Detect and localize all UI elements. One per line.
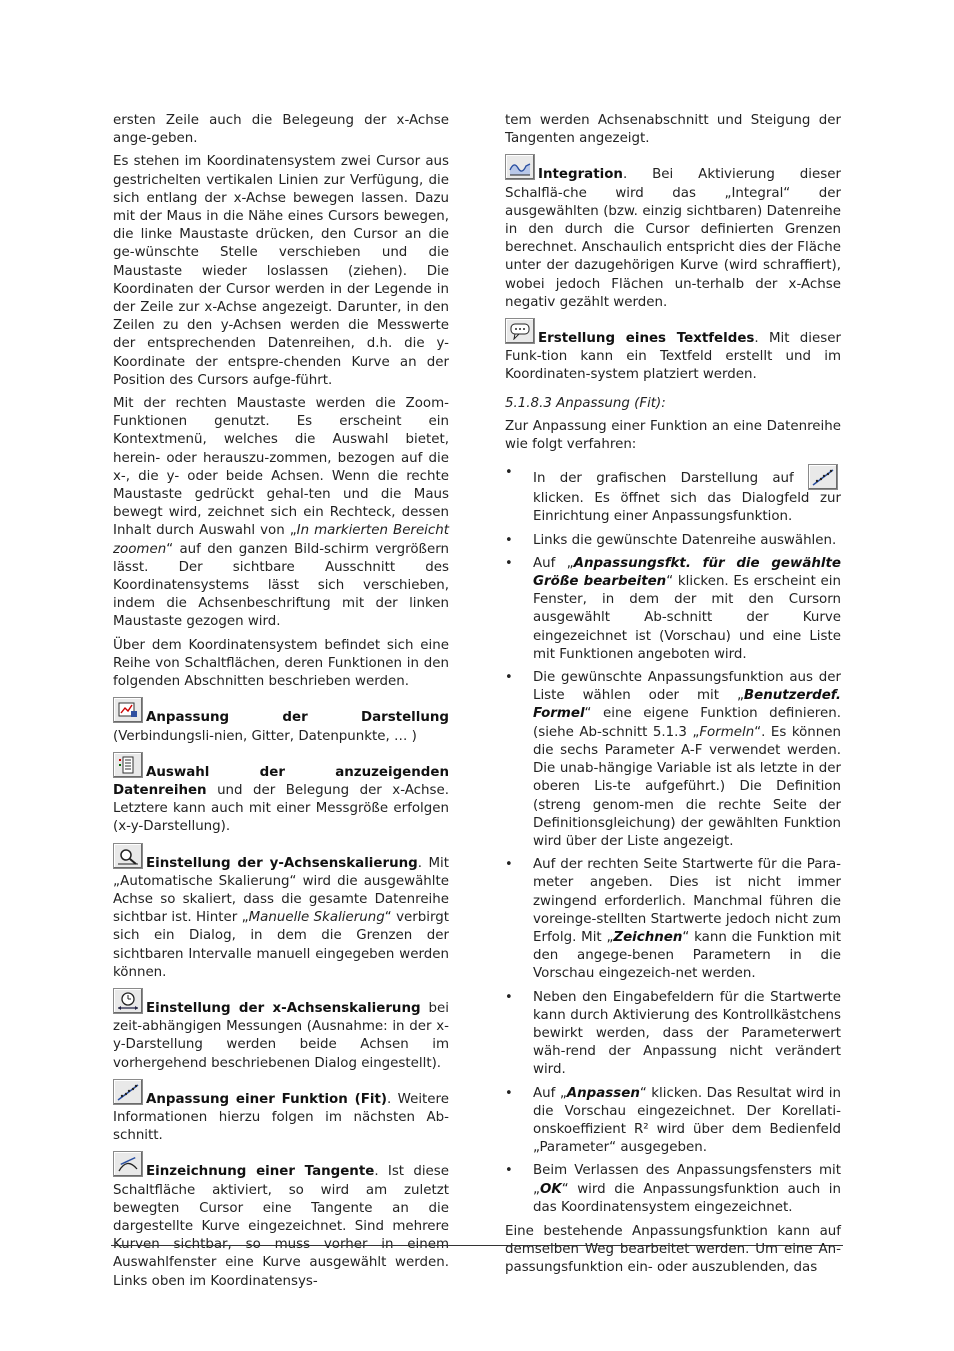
paragraph-x-axis-scaling: Einstellung der x-Achsenskalierung bei zeit-abhängigen Messungen (Ausnahme: in der x-y-Darstellung werden beide Achsen im vorhergehend beschriebenen Dialog eingestellt). bbox=[113, 988, 449, 1073]
paragraph-display-settings: Anpassung der Darstellung (Verbindungsli-nien, Gitter, Datenpunkte, … ) bbox=[113, 697, 449, 745]
tangent-icon bbox=[113, 1151, 143, 1177]
paragraph-series-selection: Auswahl der anzuzeigenden Datenreihen und der Belegung der x-Achse. Letztere kann auch mit einer Messgröße erfolgen (x-y-Darstellung). bbox=[113, 752, 449, 837]
list-item: • In der grafischen Darstellung auf klicken. Es öffnet sich das Dialogfeld zur Einrichtung einer Anpassungsfunktion. bbox=[505, 464, 841, 526]
list-item: • Neben den Eingabefeldern für die Startwerte kann durch Aktivierung des Kontrollkästchens bewirkt werden, dass der Parameterwert wäh-rend der Anpassung nicht verändert wird. bbox=[505, 989, 841, 1080]
paragraph-integration: Integration. Bei Aktivierung dieser Schalflä-che wird das „Integral“ der ausgewählten (bzw. einzig sichtbaren) Datenreihe in den durch die Cursor definierten Grenzen berechnet. Anschaulich entspricht dies der Fläche unter der dazugehörigen Kurve (wird schraffiert), wobei jedoch Flächen un-terhalb der x-Achse negativ gezählt werden. bbox=[505, 154, 841, 312]
integration-icon bbox=[505, 154, 535, 180]
bullet-list bbox=[505, 464, 841, 1217]
paragraph: ersten Zeile auch die Belegeung der x-Achse ange-geben. bbox=[113, 113, 449, 147]
paragraph-tangent: Einzeichnung einer Tangente. Ist diese Schaltfläche aktiviert, so wird am zuletzt bewegten Cursor eine Tangente an die dargestellte Kurve eingezeichnet. Sind mehrere Kurven sichtbar, so muss vorher in einem Auswahlfenster eine Kurve ausgewählt werden. Links oben im Koordinatensys- bbox=[113, 1151, 449, 1290]
display-settings-icon bbox=[113, 697, 143, 723]
list-item: • Beim Verlassen des Anpassungsfensters mit „OK“ wird die Anpassungsfunktion auch in das Koordinatensystem eingezeichnet. bbox=[505, 1162, 841, 1217]
series-list-icon bbox=[113, 752, 143, 778]
left-column bbox=[113, 112, 449, 1296]
fit-function-icon bbox=[113, 1079, 143, 1105]
fit-function-icon bbox=[808, 464, 838, 490]
paragraph: Mit der rechten Maustaste werden die Zoom-Funktionen genutzt. Es erscheint ein Kontextmenü, welches die Auswahl bietet, herein- oder herauszu-zommen, bezogen auf die x-, die y- oder beide Achsen. Wenn die rechte Maustaste gedrückt gehal-ten und die Maus bewegt wird, zeichnet sich ein Rechteck, dessen Inhalt durch Auswahl von „In markierten Bereicht zoomen“ auf den ganzen Bild-schirm vergrößern lässt. Der sichtbare Ausschnitt des Koordinatensystems lässt sich verschieben, indem die Achsenbeschriftung mit der linken Maustaste gezogen wird. bbox=[113, 396, 449, 630]
list-item: • Links die gewünschte Datenreihe auswählen. bbox=[505, 532, 841, 550]
list-item: • Auf „Anpassungsfkt. für die gewählte Größe bearbeiten“ klicken. Es erscheint ein Fenster, in dem der mit den Cursorn ausgewählt Ab-schnitt der Kurve eingezeichnet ist (Vorschau) und eine Liste mit Funktionen angeboten wird. bbox=[505, 555, 841, 664]
footer-rule bbox=[111, 1245, 843, 1246]
paragraph-y-axis-scaling: Einstellung der y-Achsenskalierung. Mit „Automatische Skalierung“ wird die ausgewählte Achse so skaliert, dass die gesamte Datenreihe sichtbar ist. Hinter „Manuelle Skalierung“ verbirgt sich ein Dialog, in dem die Grenzen der sichtbaren Intervalle manuell eingegeben werden können. bbox=[113, 843, 449, 982]
list-item: • Auf „Anpassen“ klicken. Das Resultat wird in die Vorschau eingezeichnet. Der Korellati-onskoeffizient R² wird über dem Bedienfeld „Parameter“ ausgegeben. bbox=[505, 1085, 841, 1158]
list-item: • Auf der rechten Seite Startwerte für die Para-meter angeben. Dies ist nicht immer zwingend erforderlich. Manchmal führen die voreinge-stellten Startwerte jedoch nicht zum Erfolg. Mit „Zeichnen“ kann die Funktion mit den angege-benen Parametern in die Vorschau eingezeich-net werden. bbox=[505, 856, 841, 983]
right-column bbox=[505, 112, 841, 1283]
paragraph: Über dem Koordinatensystem befindet sich eine Reihe von Schaltflächen, deren Funktionen in den folgenden Abschnitten beschrieben werden. bbox=[113, 637, 449, 690]
paragraph: tem werden Achsenabschnitt und Steigung der Tangenten angezeigt. bbox=[505, 113, 841, 147]
paragraph: Es stehen im Koordinatensystem zwei Cursor aus gestrichelten vertikalen Linien zur Verfügung, die sich entlang der x-Achse bewegen lassen. Dazu mit der Maus in die Nähe eines Cursors bewegen, die linke Maustaste drücken, den Cursor an die ge-wünschte Stelle verschieben und die Maustaste wieder loslassen (ziehen). Die Koordinaten der Cursor werden in der Legende in der Zeile zur x-Achse angezeigt. Darunter, in den Zeilen zu den y-Achsen werden die Messwerte der entsprechenden Datenreihen, d.h. die y-Koordinate der entspre-chenden Kurve an der Position des Cursors aufge-führt. bbox=[113, 154, 449, 388]
paragraph: Eine bestehende Anpassungsfunktion kann auf demselben Weg bearbeitet werden. Um eine An-passungsfunktion ein- oder auszublenden, das bbox=[505, 1223, 841, 1276]
text-bubble-icon bbox=[505, 318, 535, 344]
paragraph-textfield: Erstellung eines Textfeldes. Mit dieser Funk-tion kann ein Textfeld erstellt und im Koordinaten-system platziert werden. bbox=[505, 318, 841, 385]
paragraph-fit-function: Anpassung einer Funktion (Fit). Weitere Informationen hierzu folgen im nächsten Ab-schnitt. bbox=[113, 1079, 449, 1146]
paragraph: Zur Anpassung einer Funktion an eine Datenreihe wie folgt verfahren: bbox=[505, 418, 841, 453]
section-heading: 5.1.8.3 Anpassung (Fit): bbox=[505, 395, 666, 411]
magnifier-scale-icon bbox=[113, 843, 143, 869]
list-item: • Die gewünschte Anpassungsfunktion aus der Liste wählen oder mit „Benutzerdef. Formel“ eine eigene Funktion definieren. (siehe Ab-schnitt 5.1.3 „Formeln“. Es können die sechs Parameter A-F verwendet werden. Die unab-hängige Variable ist als letzte in der oberen Lis-te aufgeführt.) Die Definition (streng genom-men die rechte Seite der Definitionsgleichung) der gewählten Funktion wird über der Liste angezeigt. bbox=[505, 669, 841, 851]
clock-axis-icon bbox=[113, 988, 143, 1014]
